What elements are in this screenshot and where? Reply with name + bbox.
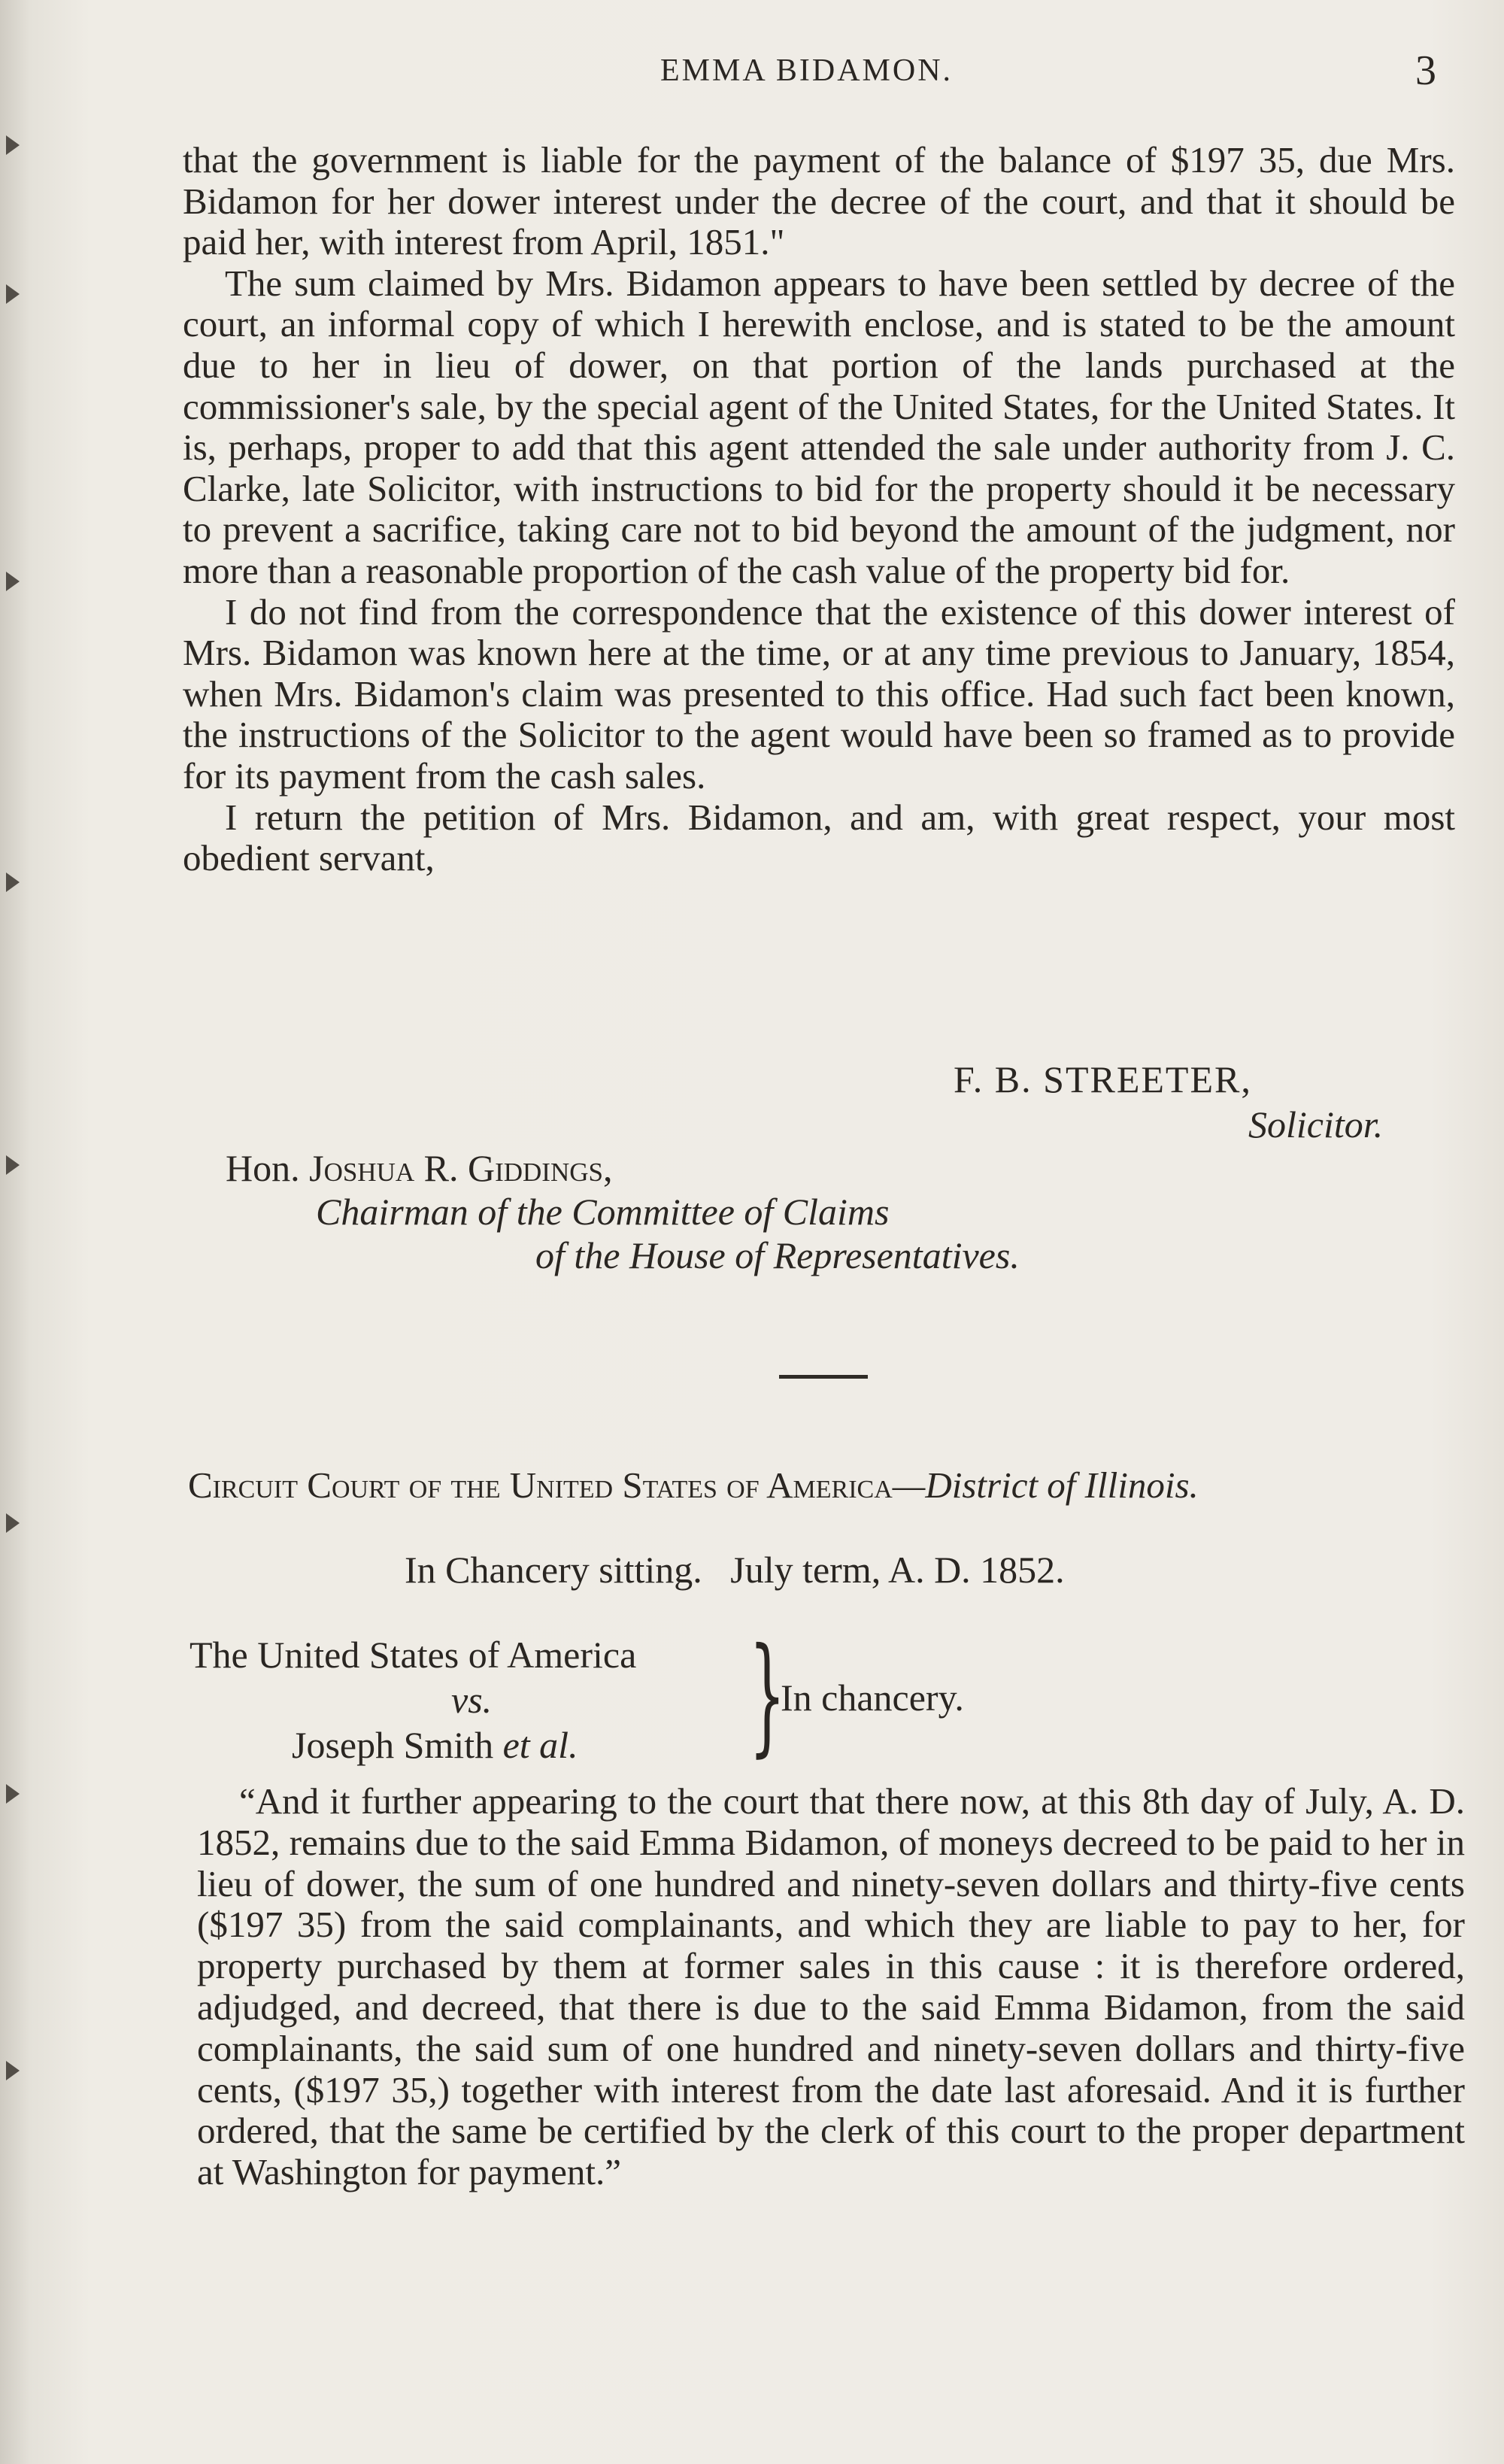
case-caption (190, 1632, 636, 1768)
addressee-role-line-2: of the House of Representatives. (535, 1234, 1020, 1276)
binding-mark (6, 1784, 20, 1804)
defendant-name: Joseph Smith (292, 1724, 494, 1766)
addressee-role-line-1: Chairman of the Committee of Claims (316, 1191, 890, 1233)
signature-name: F. B. STREETER, (954, 1058, 1252, 1100)
binding-mark (6, 135, 20, 155)
binding-mark (6, 572, 20, 591)
binding-mark (6, 1513, 20, 1533)
court-heading (188, 1464, 1199, 1507)
case-brace: } (749, 1621, 786, 1770)
addressee-prefix: Hon. (226, 1147, 300, 1189)
page-number: 3 (1415, 47, 1436, 94)
court-sitting: In Chancery sitting. July term, A. D. 1852. (405, 1549, 1065, 1591)
signature-title: Solicitor. (1248, 1103, 1384, 1146)
court-name: Circuit Court of the United States of America (188, 1464, 893, 1506)
binding-mark (6, 872, 20, 892)
addressee (226, 1146, 612, 1190)
letter-paragraph: The sum claimed by Mrs. Bidamon appears to have been settled by decree of the court, an informal copy of which I herewith enclose, and is stated to be the amount due to her in lieu of dower, on that portion of the lands purchased at the commissioner's sale, by the special agent of the United States, for the United States. It is, perhaps, proper to add that this agent attended the sale under authority from J. C. Clarke, late Solicitor, with instructions to bid for the property should it be necessary to prevent a sacrifice, taking care not to bid beyond the amount of the judgment, nor more than a reasonable proportion of the cash value of the property bid for. (183, 262, 1455, 591)
section-divider (779, 1375, 868, 1379)
case-versus: vs. (451, 1679, 493, 1721)
running-head: EMMA BIDAMON. (660, 53, 954, 88)
page-header (0, 47, 1504, 99)
decree-text: “And it further appearing to the court that there now, at this 8th day of July, A. D. 1852, remains due to the said Emma Bidamon, of moneys decreed to be paid to her in lieu of dower, the sum of one hundred and ninety-seven dollars and thirty-five cents ($197 35) from the said complainants, and which they are liable to pay to her, for property purchased by them at former sales in this cause : it is therefore ordered, adjudged, and decreed, that there is due to the said Emma Bidamon, from the said complainants, the said sum of one hundred and ninety-seven dollars and thirty-five cents, ($197 35,) together with interest from the date last aforesaid. And it is further ordered, that the same be certified by the clerk of this court to the proper department at Washington for payment.” (197, 1780, 1465, 2193)
letter-paragraph: I do not find from the correspondence that the existence of this dower interest of Mrs. Bidamon was known here at the time, or at any time previous to January, 1854, when Mrs. Bidamon's claim was presented to this office. Had such fact been known, the instructions of the Solicitor to the agent would have been so framed as to provide for its payment from the cash sales. (183, 590, 1455, 797)
case-plaintiff: The United States of America (190, 1634, 637, 1676)
binding-mark (6, 1155, 20, 1175)
case-defendant (190, 1722, 636, 1768)
addressee-name: Joshua R. Giddings, (309, 1147, 613, 1189)
defendant-suffix: et al. (502, 1724, 578, 1766)
binding-mark (6, 2061, 20, 2080)
court-district: —District of Illinois. (892, 1464, 1199, 1506)
letter-paragraph: that the government is liable for the payment of the balance of $197 35, due Mrs. Bidamon for her dower interest under the decree of the court, and that it should be paid her, with interest from April, 1851." (183, 139, 1455, 263)
letter-body (183, 140, 1455, 879)
letter-paragraph: I return the petition of Mrs. Bidamon, and am, with great respect, your most obedient servant, (183, 796, 1455, 879)
binding-mark (6, 284, 20, 304)
case-type: In chancery. (781, 1677, 964, 1719)
